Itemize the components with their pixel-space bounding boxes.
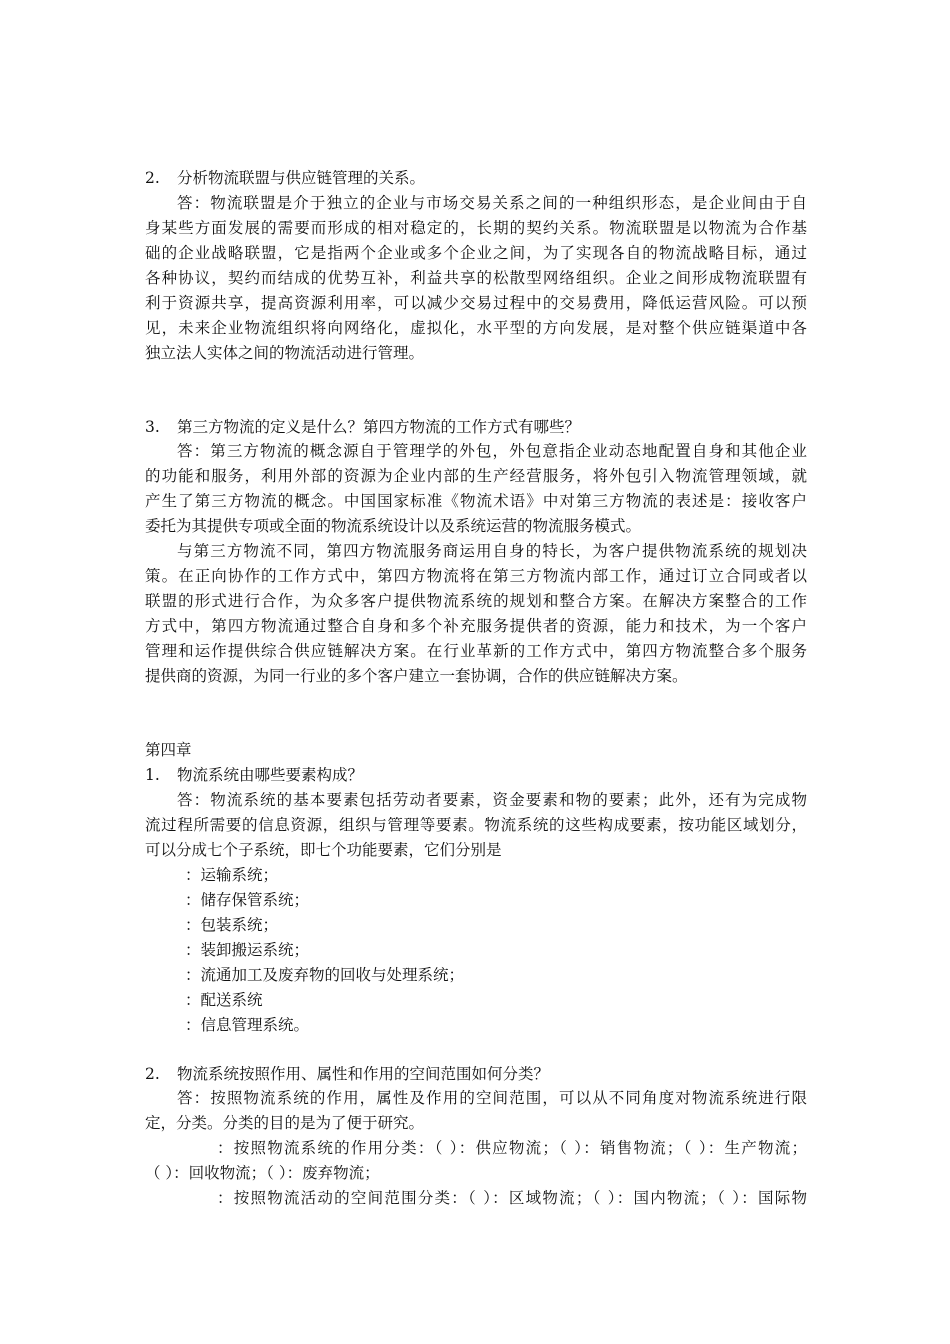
chapter4-question-1-heading (145, 765, 363, 785)
answer-line: 委托为其提供专项或全面的物流系统设计以及系统运营的物流服务模式。 (145, 517, 642, 535)
answer-line: 方式中，第四方物流通过整合自身和多个补充服务提供者的资源，能力和技术，为一个客户 (145, 617, 807, 635)
chapter-title: 第四章 (145, 741, 192, 759)
answer-line: 身某些方面发展的需要而形成的相对稳定的，长期的契约关系。物流联盟是以物流为合作基 (145, 219, 807, 237)
answer-line: ：按照物流活动的空间范围分类：（ ）：区域物流；（ ）：国内物流；（ ）：国际物 (217, 1189, 807, 1207)
answer-line: 定，分类。分类的目的是为了便于研究。 (145, 1114, 425, 1132)
list-item: ：装卸搬运系统； (185, 941, 310, 959)
question-3-heading (145, 417, 580, 437)
list-item: ：信息管理系统。 (185, 1016, 310, 1034)
answer-line: 答：按照物流系统的作用，属性及作用的空间范围，可以从不同角度对物流系统进行限 (177, 1089, 807, 1107)
list-item: ：包装系统； (185, 916, 279, 934)
question-text: 物流系统由哪些要素构成？ (177, 766, 364, 784)
answer-line: 与第三方物流不同，第四方物流服务商运用自身的特长，为客户提供物流系统的规划决 (177, 542, 807, 560)
question-text: 物流系统按照作用、属性和作用的空间范围如何分类？ (177, 1065, 550, 1083)
answer-line: 独立法人实体之间的物流活动进行管理。 (145, 344, 425, 362)
question-text: 第三方物流的定义是什么？第四方物流的工作方式有哪些？ (177, 418, 581, 436)
answer-line: 各种协议，契约而结成的优势互补，利益共享的松散型网络组织。企业之间形成物流联盟有 (145, 269, 807, 287)
answer-line: 答：第三方物流的概念源自于管理学的外包，外包意指企业动态地配置自身和其他企业 (177, 442, 807, 460)
question-number: 3. (145, 418, 160, 436)
answer-line: 策。在正向协作的工作方式中，第四方物流将在第三方物流内部工作，通过订立合同或者以 (145, 567, 807, 585)
list-item: ：流通加工及废弃物的回收与处理系统； (185, 966, 465, 984)
question-2-heading (145, 168, 425, 188)
chapter4-question-2-heading (145, 1064, 549, 1084)
answer-line: 的功能和服务，利用外部的资源为企业内部的生产经营服务，将外包引入物流管理领域，就 (145, 467, 807, 485)
answer-line: 产生了第三方物流的概念。中国国家标准《物流术语》中对第三方物流的表述是：接收客户 (145, 492, 807, 510)
list-item: ：配送系统 (185, 991, 263, 1009)
answer-line: 利于资源共享，提高资源利用率，可以减少交易过程中的交易费用，降低运营风险。可以预 (145, 294, 807, 312)
answer-line: 见，未来企业物流组织将向网络化，虚拟化，水平型的方向发展，是对整个供应链渠道中各 (145, 319, 807, 337)
list-item: ：运输系统； (185, 866, 279, 884)
answer-line: 础的企业战略联盟，它是指两个企业或多个企业之间，为了实现各自的物流战略目标，通过 (145, 244, 807, 262)
answer-line: 答：物流联盟是介于独立的企业与市场交易关系之间的一种组织形态，是企业间由于自 (177, 194, 807, 212)
answer-line: 联盟的形式进行合作，为众多客户提供物流系统的规划和整合方案。在解决方案整合的工作 (145, 592, 807, 610)
question-number: 1. (145, 766, 160, 784)
answer-line: 管理和运作提供综合供应链解决方案。在行业革新的工作方式中，第四方物流整合多个服务 (145, 642, 807, 660)
answer-line: 流过程所需要的信息资源，组织与管理等要素。物流系统的这些构成要素，按功能区域划分， (145, 816, 807, 834)
answer-line: （ ）：回收物流；（ ）：废弃物流； (145, 1164, 380, 1182)
list-item: ：储存保管系统； (185, 891, 310, 909)
question-number: 2. (145, 169, 160, 187)
answer-line: 提供商的资源，为同一行业的多个客户建立一套协调，合作的供应链解决方案。 (145, 667, 688, 685)
question-text: 分析物流联盟与供应链管理的关系。 (177, 169, 426, 187)
question-number: 2. (145, 1065, 160, 1083)
answer-line: ：按照物流系统的作用分类：（ ）：供应物流；（ ）：销售物流；（ ）：生产物流； (217, 1139, 807, 1157)
answer-line: 答：物流系统的基本要素包括劳动者要素，资金要素和物的要素；此外，还有为完成物 (177, 791, 807, 809)
answer-line: 可以分成七个子系统，即七个功能要素，它们分别是 (145, 841, 502, 859)
